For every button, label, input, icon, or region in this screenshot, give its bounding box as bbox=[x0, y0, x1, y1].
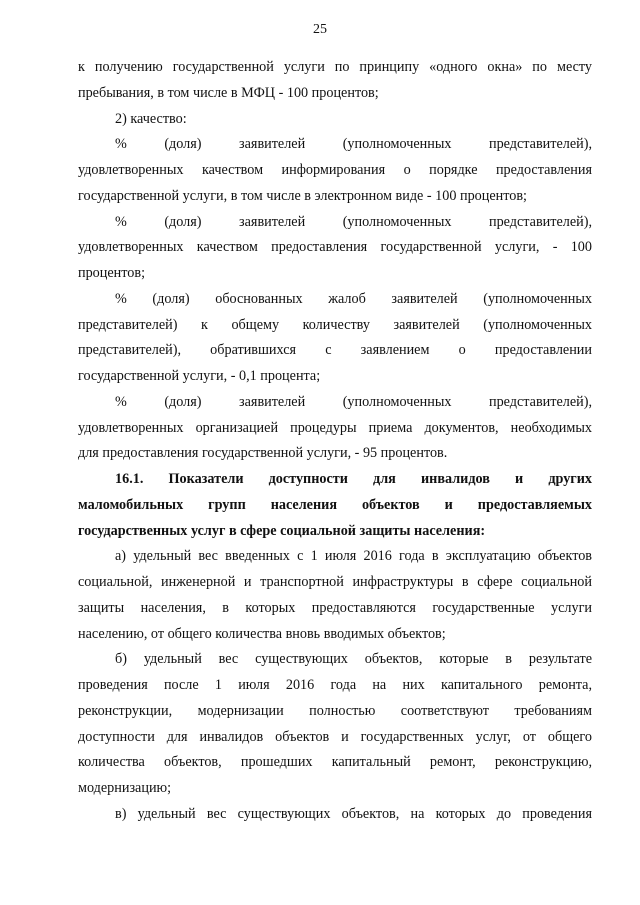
text-line: реконструкции, модернизации полностью соответствуют требованиям bbox=[78, 702, 592, 719]
text-line: государственной услуги, в том числе в электронном виде - 100 процентов; bbox=[78, 187, 528, 204]
page-number: 25 bbox=[313, 22, 327, 37]
text-line: пребывания, в том числе в МФЦ - 100 процентов; bbox=[78, 84, 379, 101]
text-line: % (доля) заявителей (уполномоченных представителей), bbox=[115, 136, 592, 153]
text-line: количества объектов, прошедших капитальный ремонт, реконструкцию, bbox=[78, 754, 592, 771]
text-line: проведения после 1 июля 2016 года на них капитального ремонта, bbox=[78, 677, 592, 693]
text-line: населению, от общего количества вновь вводимых объектов; bbox=[78, 625, 446, 642]
text-line: защиты населения, в которых предоставляются государственные услуги bbox=[78, 599, 592, 616]
text-line: представителей) к общему количеству заявителей (уполномоченных bbox=[78, 316, 592, 333]
text-line: удовлетворенных организацией процедуры приема документов, необходимых bbox=[78, 419, 592, 436]
text-line: социальной, инженерной и транспортной инфраструктуры в сфере социальной bbox=[78, 574, 592, 590]
text-line: государственной услуги, - 0,1 процента; bbox=[78, 368, 321, 384]
text-line: а) удельный вес введенных с 1 июля 2016 года в эксплуатацию объектов bbox=[115, 548, 592, 565]
document-body bbox=[78, 55, 592, 828]
text-line: удовлетворенных качеством информирования о порядке предоставления bbox=[78, 162, 592, 178]
text-line: представителей), обратившихся с заявлением о предоставлении bbox=[78, 342, 592, 359]
text-line: процентов; bbox=[78, 265, 146, 281]
text-line: 2) качество: bbox=[115, 110, 187, 127]
text-line: к получению государственной услуги по принципу «одного окна» по месту bbox=[78, 59, 592, 75]
text-line: модернизацию; bbox=[78, 780, 172, 796]
text-line: удовлетворенных качеством предоставления государственной услуги, - 100 bbox=[78, 239, 592, 256]
text-line: в) удельный вес существующих объектов, на которых до проведения bbox=[115, 805, 592, 822]
text-line: % (доля) заявителей (уполномоченных представителей), bbox=[115, 213, 592, 230]
text-line: % (доля) обоснованных жалоб заявителей (уполномоченных bbox=[115, 290, 592, 307]
text-line: б) удельный вес существующих объектов, которые в результате bbox=[115, 651, 592, 668]
section-heading-line: 16.1. Показатели доступности для инвалидов и других bbox=[115, 471, 592, 487]
text-line: % (доля) заявителей (уполномоченных представителей), bbox=[115, 393, 592, 410]
section-heading-line: маломобильных групп населения объектов и предоставляемых bbox=[78, 496, 592, 513]
section-heading-line: государственных услуг в сфере социальной защиты населения: bbox=[78, 522, 486, 539]
text-line: для предоставления государственной услуги, - 95 процентов. bbox=[78, 445, 448, 462]
text-line: доступности для инвалидов объектов и государственных услуг, от общего bbox=[78, 728, 592, 745]
